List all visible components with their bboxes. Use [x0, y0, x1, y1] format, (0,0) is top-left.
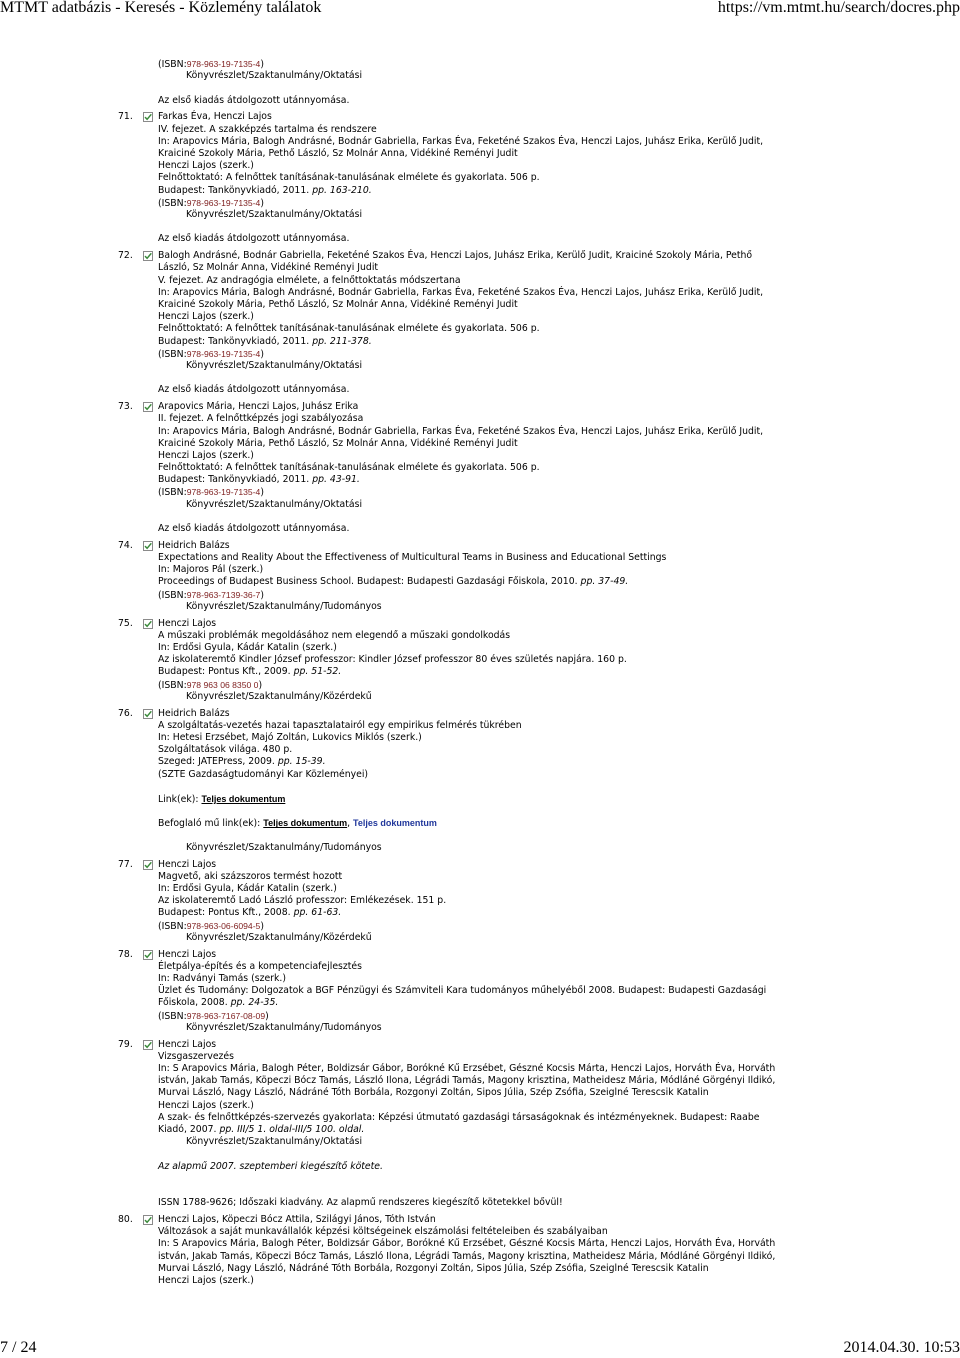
checkbox-checked-icon[interactable]: [143, 1040, 153, 1050]
in-line: In: Hetesi Erzsébet, Majó Zoltán, Lukovics Miklós (szerk.): [158, 732, 422, 744]
publisher-line: [158, 474, 763, 486]
checkbox-checked-icon[interactable]: [143, 709, 153, 719]
item-details: [158, 401, 763, 535]
publication-type-line: Könyvrészlet/Szaktanulmány/Oktatási: [186, 208, 363, 220]
page-title: MTMT adatbázis - Keresés - Közlemény találatok: [0, 0, 322, 16]
isbn-line: [158, 486, 763, 498]
links-label: Link(ek):: [158, 794, 202, 805]
isbn-line: [158, 920, 446, 932]
editor-line: Henczi Lajos (szerk.): [158, 449, 254, 461]
search-results-list: [0, 58, 960, 1287]
item-number: 74.: [118, 539, 133, 551]
isbn-label: (ISBN:: [158, 487, 187, 499]
container-links-label: Befoglaló mű link(ek):: [158, 818, 264, 830]
page-range: pp. III/5 1. oldal-III/5 100. oldal.: [219, 1123, 365, 1135]
item-details: [158, 1039, 775, 1210]
source-line: Felnőttoktató: A felnőttek tanításának-tanulásának elmélete és gyakorlata. 506 p.: [158, 172, 540, 184]
publisher-text: Budapest: Tankönyvkiadó, 2011.: [158, 335, 310, 347]
checkbox-checked-icon[interactable]: [143, 541, 153, 551]
item-details: [158, 111, 763, 245]
source-line: Felnőttoktató: A felnőttek tanításának-tanulásának elmélete és gyakorlata. 506 p.: [158, 323, 540, 335]
authors-line: Henczi Lajos: [158, 617, 217, 629]
publication-type-line: Könyvrészlet/Szaktanulmány/Oktatási: [186, 498, 363, 510]
publisher-line: [158, 907, 446, 919]
checkbox-checked-icon[interactable]: [143, 950, 153, 960]
publication-type-line: Könyvrészlet/Szaktanulmány/Tudományos: [186, 1021, 382, 1033]
item-number: 77.: [118, 858, 133, 870]
publisher-line: [158, 666, 627, 678]
full-document-link[interactable]: Teljes dokumentum: [263, 818, 348, 829]
publisher-line: [158, 336, 763, 348]
in-line: istván, Jakab Tamás, Köpeczi Bócz Tamás, László Ilona, Légrádi Tamás, Magony krisztina, Matheidesz Mária, Módláné Görgényi Ildikó,: [158, 1075, 776, 1087]
item-number: 73.: [118, 401, 133, 413]
item-details: [158, 250, 763, 396]
page-counter: 7 / 24: [0, 1339, 37, 1356]
result-item: [0, 618, 960, 703]
in-line: Kraiciné Szokoly Mária, Pethő László, Sz Molnár Anna, Vidékiné Reményi Judit: [158, 437, 518, 449]
item-details: [158, 540, 666, 613]
item-number: 80.: [118, 1213, 133, 1225]
editor-line: Henczi Lajos (szerk.): [158, 1274, 254, 1286]
publication-type-line: Könyvrészlet/Szaktanulmány/Tudományos: [186, 841, 382, 853]
isbn-label: (ISBN:: [158, 679, 187, 691]
in-line: Murvai László, Nagy László, Nádráné Tóth Borbála, Rozgonyi Zoltán, Sipos Júlia, Szép Zsófia, Szeiglné Terescsik Katalin: [158, 1087, 709, 1099]
source-line: Üzlet és Tudomány: Dolgozatok a BGF Pénzügyi és Számviteli Kara tudományos műhelyéből 2008. Budapest: Budapesti Gazdasági: [158, 985, 767, 997]
result-item: [0, 949, 960, 1034]
isbn-label: (ISBN:: [158, 1010, 187, 1022]
in-line: In: Erdősi Gyula, Kádár Katalin (szerk.): [158, 642, 337, 654]
isbn-label: (ISBN:: [158, 59, 187, 70]
item-details: [158, 708, 522, 854]
publisher-text: Budapest: Tankönyvkiadó, 2011.: [158, 184, 310, 196]
edition-note: Az első kiadás átdolgozott utánnyomása.: [158, 523, 350, 534]
isbn-line: [158, 197, 763, 209]
result-item: [0, 250, 960, 396]
edition-note: Az első kiadás átdolgozott utánnyomása.: [158, 384, 350, 396]
supplement-note: Az alapmű 2007. szeptemberi kiegészítő kötete.: [158, 1160, 383, 1172]
source-line: Felnőttoktató: A felnőttek tanításának-tanulásának elmélete és gyakorlata. 506 p.: [158, 462, 540, 474]
result-item: [0, 401, 960, 535]
source-line: Az iskolateremtő Kindler József professzor: Kindler József professzor 80 éves születés napjára. 160 p.: [158, 654, 627, 666]
authors-line: Henczi Lajos, Köpeczi Bócz Attila, Szilágyi János, Tóth István: [158, 1213, 436, 1225]
authors-line: Heidrich Balázs: [158, 539, 230, 551]
item-number: 76.: [118, 707, 133, 719]
result-item: [0, 1039, 960, 1210]
title-line: IV. fejezet. A szakképzés tartalma és rendszere: [158, 123, 377, 135]
item-details: [158, 1214, 775, 1287]
source-line: Az iskolateremtő Ladó László professzor: Emlékezések. 151 p.: [158, 895, 447, 907]
publication-type-line: Könyvrészlet/Szaktanulmány/Közérdekű: [186, 690, 372, 702]
in-line: Kraiciné Szokoly Mária, Pethő László, Sz Molnár Anna, Vidékiné Reményi Judit: [158, 148, 518, 159]
in-line: Kraiciné Szokoly Mária, Pethő László, Sz Molnár Anna, Vidékiné Reményi Judit: [158, 298, 518, 310]
title-line: V. fejezet. Az andragógia elmélete, a felnőttoktatás módszertana: [158, 274, 461, 286]
authors-line: Arapovics Mária, Henczi Lajos, Juhász Erika: [158, 401, 359, 413]
isbn-line: [158, 679, 627, 691]
in-line: In: S Arapovics Mária, Balogh Péter, Boldizsár Gábor, Borókné Kű Erzsébet, Gészné Kocsis Márta, Henczi Lajos, Horváth Éva, Horváth: [158, 1063, 776, 1074]
editor-line: Henczi Lajos (szerk.): [158, 1099, 254, 1111]
source-line: A szak- és felnőttképzés-szervezés gyakorlata: Képzési útmutató gazdasági társaságoknak és intézményeknek. Budapest: Raabe: [158, 1111, 760, 1123]
page-range: pp. 43-91.: [312, 474, 360, 486]
isbn-value: 978 963 06 8350 0: [186, 679, 259, 690]
isbn-value: 978-963-06-6094-5: [186, 920, 261, 931]
checkbox-checked-icon[interactable]: [143, 251, 153, 261]
editor-line: Henczi Lajos (szerk.): [158, 160, 254, 172]
in-line: Murvai László, Nagy László, Nádráné Tóth Borbála, Rozgonyi Zoltán, Sipos Júlia, Szép Zsófia, Szeiglné Terescsik Katalin: [158, 1262, 709, 1274]
isbn-close: ): [260, 589, 264, 601]
isbn-label: (ISBN:: [158, 589, 187, 601]
publisher-text: Főiskola, 2008.: [158, 997, 228, 1009]
series-line: (SZTE Gazdaságtudományi Kar Közleményei): [158, 768, 369, 780]
page-range: pp. 24-35.: [230, 997, 279, 1009]
link-separator: ,: [347, 818, 354, 830]
isbn-line: [158, 589, 666, 601]
isbn-close: ): [260, 59, 264, 70]
isbn-value: 978-963-19-7135-4: [186, 348, 261, 359]
print-header: [0, 0, 960, 18]
edition-note: Az első kiadás átdolgozott utánnyomása.: [158, 233, 350, 245]
isbn-close: ): [260, 197, 264, 209]
publisher-text: Proceedings of Budapest Business School. Budapest: Budapesti Gazdasági Főiskola, 2010.: [158, 576, 578, 588]
previous-item-continuation: [0, 58, 960, 107]
authors-line: Henczi Lajos: [158, 858, 217, 870]
result-item: [0, 708, 960, 854]
in-line: In: Majoros Pál (szerk.): [158, 564, 264, 576]
authors-line: László, Sz Molnár Anna, Vidékiné Reményi Judit: [158, 262, 379, 274]
print-footer: [0, 1338, 960, 1358]
editor-line: Henczi Lajos (szerk.): [158, 311, 254, 323]
isbn-close: ): [260, 487, 264, 499]
isbn-line: [158, 1010, 766, 1022]
isbn-value: 978-963-19-7135-4: [186, 59, 261, 69]
page-url: https://vm.mtmt.hu/search/docres.php: [717, 0, 960, 16]
isbn-close: ): [260, 348, 264, 360]
in-line: In: Arapovics Mária, Balogh Andrásné, Bodnár Gabriella, Farkas Éva, Feketéné Szakos Éva, Henczi Lajos, Juhász Erika, Kerülő Judit,: [158, 135, 764, 147]
page-range: pp. 211-378.: [312, 335, 372, 347]
full-document-link[interactable]: Teljes dokumentum: [201, 794, 286, 804]
full-document-link[interactable]: Teljes dokumentum: [353, 818, 437, 829]
in-line: In: Arapovics Mária, Balogh Andrásné, Bodnár Gabriella, Farkas Éva, Feketéné Szakos Éva, Henczi Lajos, Juhász Erika, Kerülő Judit,: [158, 425, 764, 437]
result-item: [0, 111, 960, 245]
result-item: [0, 859, 960, 944]
authors-line: Farkas Éva, Henczi Lajos: [158, 111, 272, 123]
in-line: In: Arapovics Mária, Balogh Andrásné, Bodnár Gabriella, Farkas Éva, Feketéné Szakos Éva, Henczi Lajos, Juhász Erika, Kerülő Judit,: [158, 286, 764, 298]
item-details: [158, 618, 627, 703]
title-line: II. fejezet. A felnőttképzés jogi szabályozása: [158, 413, 364, 425]
item-number: 75.: [118, 617, 133, 629]
isbn-value: 978-963-19-7135-4: [186, 197, 261, 208]
isbn-label: (ISBN:: [158, 920, 187, 932]
item-number: 71.: [118, 111, 133, 123]
title-line: Magvető, aki százszoros termést hozott: [158, 870, 343, 882]
edition-note: Az első kiadás átdolgozott utánnyomása.: [158, 94, 350, 106]
isbn-label: (ISBN:: [158, 348, 187, 360]
publisher-line: [158, 1124, 775, 1136]
print-timestamp: 2014.04.30. 10:53: [843, 1339, 960, 1356]
links-line: [158, 793, 522, 805]
isbn-value: 978-963-19-7135-4: [186, 487, 261, 498]
issn-note: ISSN 1788-9626; Időszaki kiadvány. Az alapmű rendszeres kiegészítő kötetekkel bővül!: [158, 1197, 563, 1209]
authors-line: Heidrich Balázs: [158, 707, 230, 719]
publisher-text: Szeged: JATEPress, 2009.: [158, 756, 275, 768]
item-number: 79.: [118, 1038, 133, 1050]
checkbox-checked-icon[interactable]: [143, 1215, 153, 1225]
item-number: 78.: [118, 948, 133, 960]
item-details: [158, 949, 766, 1034]
page-range: pp. 51-52.: [293, 666, 342, 678]
authors-line: Henczi Lajos: [158, 1038, 217, 1050]
publisher-line: [158, 997, 766, 1009]
isbn-label: (ISBN:: [158, 197, 187, 209]
authors-line: Balogh Andrásné, Bodnár Gabriella, Feketéné Szakos Éva, Henczi Lajos, Juhász Erika, Kerülő Judit, Kraiciné Szokoly Mária, Pethő: [158, 250, 753, 262]
in-line: In: S Arapovics Mária, Balogh Péter, Boldizsár Gábor, Borókné Kű Erzsébet, Gészné Kocsis Márta, Henczi Lajos, Horváth Éva, Horváth: [158, 1238, 776, 1250]
publisher-text: Kiadó, 2007.: [158, 1123, 217, 1135]
isbn-close: ): [260, 920, 264, 932]
result-item: [0, 540, 960, 613]
checkbox-checked-icon[interactable]: [143, 860, 153, 870]
isbn-value: 978-963-7167-08-09: [186, 1010, 266, 1021]
title-line: Változások a saját munkavállalók képzési költségeinek elszámolási feltételeiben és szabályaiban: [158, 1226, 608, 1238]
title-line: Expectations and Reality About the Effectiveness of Multicultural Teams in Business and Educational Settings: [158, 552, 667, 564]
publisher-text: Budapest: Tankönyvkiadó, 2011.: [158, 474, 310, 486]
title-line: Életpálya-építés és a kompetenciafejlesztés: [158, 960, 362, 972]
publication-type-line: Könyvrészlet/Szaktanulmány/Oktatási: [186, 359, 363, 371]
isbn-line: [158, 348, 763, 360]
checkbox-checked-icon[interactable]: [143, 619, 153, 629]
authors-line: Henczi Lajos: [158, 948, 217, 960]
page-range: pp. 37-49.: [580, 576, 629, 588]
publisher-line: [158, 185, 763, 197]
publisher-line: [158, 756, 522, 768]
checkbox-checked-icon[interactable]: [143, 402, 153, 412]
publication-type-line: Könyvrészlet/Szaktanulmány/Közérdekű: [186, 931, 372, 943]
title-line: Vizsgaszervezés: [158, 1050, 234, 1062]
title-line: A műszaki problémák megoldásához nem elegendő a műszaki gondolkodás: [158, 629, 511, 641]
in-line: In: Radványi Tamás (szerk.): [158, 973, 286, 984]
publication-type-line: Könyvrészlet/Szaktanulmány/Oktatási: [186, 1136, 363, 1148]
publication-type-line: Könyvrészlet/Szaktanulmány/Tudományos: [186, 600, 382, 612]
isbn-value: 978-963-7139-36-7: [186, 589, 261, 600]
in-line: istván, Jakab Tamás, Köpeczi Bócz Tamás, László Ilona, Légrádi Tamás, Magony krisztina, Matheidesz Mária, Módláné Görgényi Ildikó,: [158, 1250, 776, 1262]
publication-type-line: Könyvrészlet/Szaktanulmány/Oktatási: [186, 70, 363, 82]
page-range: pp. 163-210.: [312, 184, 372, 196]
publisher-text: Budapest: Pontus Kft., 2008.: [158, 907, 291, 919]
item-number: 72.: [118, 250, 133, 262]
isbn-line: [158, 58, 960, 70]
page-range: pp. 61-63.: [293, 907, 342, 919]
publisher-line: [158, 576, 666, 588]
isbn-close: ): [258, 679, 263, 691]
item-details: [158, 859, 446, 944]
source-line: Szolgáltatások világa. 480 p.: [158, 744, 293, 756]
container-links-line: [158, 817, 522, 829]
publisher-text: Budapest: Pontus Kft., 2009.: [158, 666, 291, 678]
checkbox-checked-icon[interactable]: [143, 112, 153, 122]
page-range: pp. 15-39.: [277, 756, 326, 768]
result-item: [0, 1214, 960, 1287]
isbn-close: ): [265, 1010, 269, 1022]
in-line: In: Erdősi Gyula, Kádár Katalin (szerk.): [158, 883, 337, 894]
title-line: A szolgáltatás-vezetés hazai tapasztalatairól egy empirikus felmérés tükrében: [158, 719, 522, 731]
